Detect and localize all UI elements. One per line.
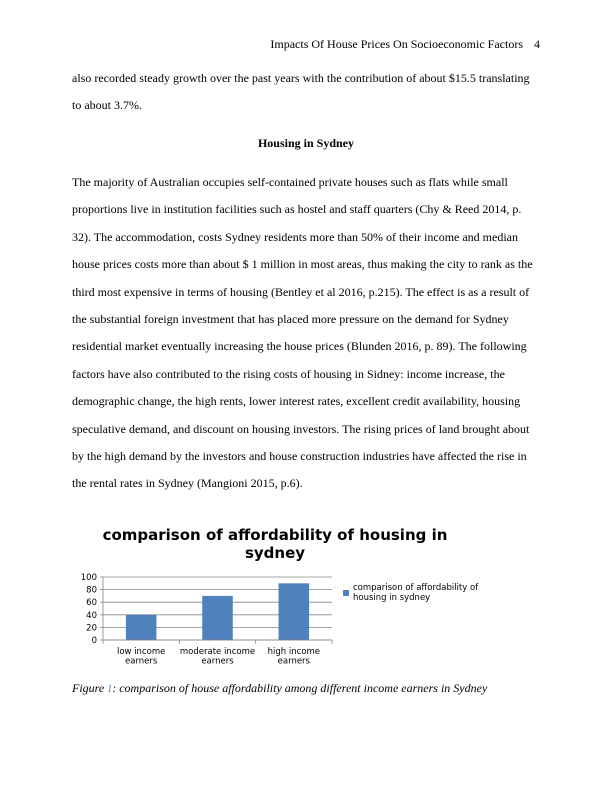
chart-figure	[70, 520, 550, 680]
page-number: 4	[534, 37, 540, 51]
y-tick-label: 20	[86, 623, 97, 634]
x-tick-label: low income	[116, 647, 166, 657]
text-line: the substantial foreign investment that has placed more pressure on the demand for Sydney	[72, 312, 509, 327]
bar-chart	[70, 520, 550, 680]
x-tick-label: high income	[267, 647, 321, 657]
text-line: demographic change, the high rents, lower interest rates, excellent credit availability, housing	[72, 394, 521, 409]
y-tick-label: 80	[86, 585, 97, 596]
text-line: 32). The accommodation, costs Sydney residents more than 50% of their income and median	[72, 229, 518, 244]
text-line: house prices costs more than about $ 1 million in most areas, thus making the city to rank as the	[72, 257, 533, 272]
legend-label: comparison of affordability of	[353, 583, 479, 593]
text-line: factors have also contributed to the rising costs of housing in Sidney: income increase, the	[72, 366, 505, 381]
body-paragraph	[72, 169, 540, 498]
caption-prefix: Figure	[72, 681, 108, 695]
bar	[202, 596, 233, 640]
text-line: speculative demand, and discount on housing investors. The rising prices of land brought about	[72, 421, 530, 436]
chart-title: comparison of affordability of housing in sydney	[102, 526, 448, 562]
y-tick-label: 100	[80, 573, 97, 583]
running-title: Impacts Of House Prices On Socioeconomic Factors	[270, 37, 523, 51]
figure-number: 1	[107, 684, 113, 695]
y-tick-label: 40	[86, 610, 97, 621]
text-line: proportions live in institution facilities such as hostel and staff quarters (Chy & Reed 2014, p.	[72, 202, 522, 217]
y-tick-label: 0	[91, 636, 97, 646]
intro-paragraph	[72, 65, 540, 120]
bar	[279, 583, 310, 640]
x-tick-label: earners	[201, 656, 234, 667]
text-line: The majority of Australian occupies self-contained private houses such as flats while small	[72, 175, 508, 189]
text-line: third most expensive in terms of housing (Bentley et al 2016, p.215). The effect is as a result of	[72, 284, 530, 299]
figure-caption	[72, 681, 487, 696]
legend-swatch	[343, 590, 349, 596]
x-tick-label: earners	[277, 656, 310, 667]
x-tick-label: earners	[125, 656, 158, 667]
caption-text: : comparison of house affordability among different income earners in Sydney	[112, 681, 488, 695]
bar	[126, 615, 157, 640]
text-line: also recorded steady growth over the past years with the contribution of about $15.5 translating	[72, 71, 530, 85]
text-line: residential market eventually increasing the house prices (Blunden 2016, p. 89). The following	[72, 339, 527, 354]
text-line: by the high demand by the investors and house construction industries have affected the rise in	[72, 449, 527, 464]
running-header	[270, 37, 540, 52]
text-line: the rental rates in Sydney (Mangioni 2015, p.6).	[72, 476, 303, 491]
x-tick-label: moderate income	[179, 647, 256, 657]
legend-label: housing in sydney	[353, 593, 431, 603]
y-tick-label: 60	[86, 598, 97, 609]
section-heading: Housing in Sydney	[257, 136, 355, 150]
text-line: to about 3.7%.	[72, 98, 142, 113]
